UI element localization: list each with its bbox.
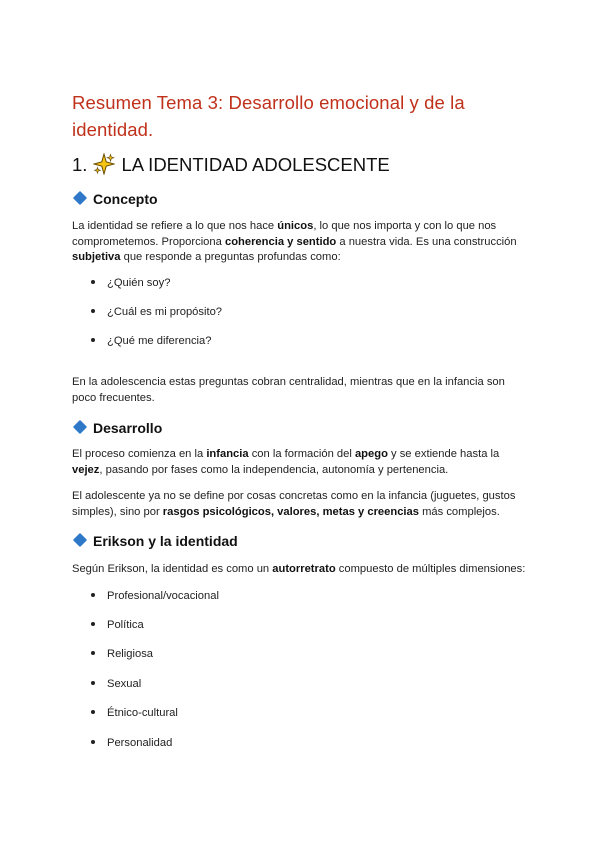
blue-diamond-icon [73,191,87,205]
erikson-paragraph: Según Erikson, la identidad es como un autorretrato compuesto de múltiples dimensiones: [72,563,526,575]
document-title: Resumen Tema 3: Desarrollo emocional y de la identidad. [72,92,465,140]
blue-diamond-icon [73,533,87,547]
subheading-concepto: Concepto [72,190,158,208]
bullet-icon [91,622,95,626]
list-item: Étnico-cultural [91,706,178,721]
concepto-paragraph-2: En la adolescencia estas preguntas cobran centralidad, mientras que en la infancia son poco frecuentes. [72,376,505,404]
concepto-paragraph: La identidad se refiere a lo que nos hace únicos, lo que nos importa y con lo que nos comprometemos. Proporciona coherencia y sentido a nuestra vida. Es una construcción subjetiva que responde a preguntas profundas como: [72,220,517,263]
blue-diamond-icon [73,420,87,434]
subheading-desarrollo: Desarrollo [72,419,162,437]
section-title: LA IDENTIDAD ADOLESCENTE [121,154,390,175]
desarrollo-paragraph-2: El adolescente ya no se define por cosas concretas como en la infancia (juguetes, gustos simples), sino por rasgos psicológicos, valores, metas y creencias más complejos. [72,490,516,518]
list-item: Religiosa [91,647,153,662]
list-item: Sexual [91,677,141,692]
subheading-erikson: Erikson y la identidad [72,532,238,550]
bullet-icon [91,280,95,284]
bullet-icon [91,740,95,744]
section-heading [72,153,390,176]
bullet-icon [91,710,95,714]
bullet-icon [91,593,95,597]
list-item: ¿Cuál es mi propósito? [91,305,222,320]
list-item: Personalidad [91,736,172,751]
list-item: Profesional/vocacional [91,589,219,604]
bullet-icon [91,651,95,655]
desarrollo-paragraph: El proceso comienza en la infancia con la formación del apego y se extiende hasta la vejez, pasando por fases como la independencia, autonomía y pertenencia. [72,448,500,476]
sparkles-icon [93,153,115,175]
bullet-icon [91,681,95,685]
list-item: Política [91,618,144,633]
bullet-icon [91,338,95,342]
bullet-icon [91,309,95,313]
list-item: ¿Quién soy? [91,276,170,291]
section-number: 1. [72,154,88,175]
list-item: ¿Qué me diferencia? [91,334,211,349]
